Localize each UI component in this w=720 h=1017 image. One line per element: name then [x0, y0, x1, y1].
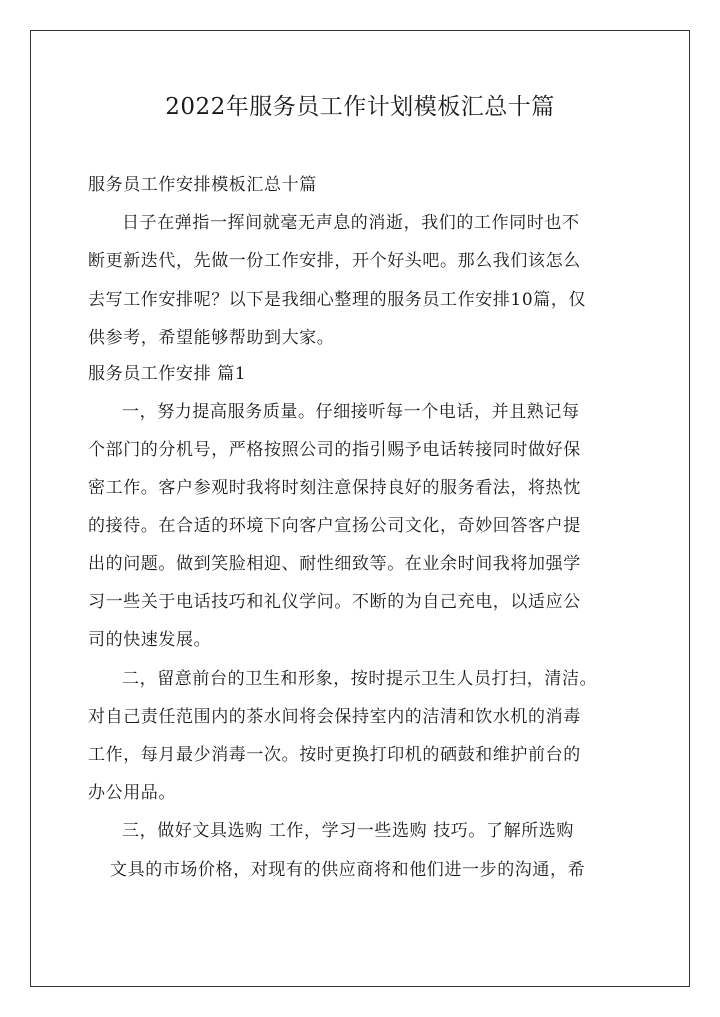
paragraph-line: 二，留意前台的卫生和形象，按时提示卫生人员打扫，清洁。	[122, 669, 598, 689]
document-subtitle: 服务员工作安排模板汇总十篇	[88, 175, 317, 195]
section-heading: 服务员工作安排 篇1	[88, 364, 247, 384]
intro-line: 去写工作安排呢？以下是我细心整理的服务员工作安排10篇，仅	[88, 290, 587, 310]
paragraph-line: 习一些关于电话技巧和礼仪学问。不断的为自己充电，以适应公	[88, 592, 581, 612]
intro-line: 日子在弹指一挥间就毫无声息的消逝，我们的工作同时也不	[122, 213, 580, 233]
paragraph-line: 三，做好文具选购 工作，学习一些选购 技巧。了解所选购	[122, 821, 575, 841]
paragraph-line: 司的快速发展。	[88, 630, 212, 650]
paragraph-line: 密工作。客户参观时我将时刻注意保持良好的服务看法，将热忱	[88, 478, 581, 498]
paragraph-line: 对自己责任范围内的茶水间将会保持室内的洁清和饮水机的消毒	[88, 707, 581, 727]
intro-line: 断更新迭代，先做一份工作安排，开个好头吧。那么我们该怎么	[88, 251, 581, 271]
paragraph-line: 工作，每月最少消毒一次。按时更换打印机的硒鼓和维护前台的	[88, 745, 581, 765]
paragraph-line: 文具的市场价格，对现有的供应商将和他们进一步的沟通，希	[110, 860, 586, 880]
paragraph-line: 办公用品。	[88, 783, 176, 803]
paragraph-line: 出的问题。做到笑脸相迎、耐性细致等。在业余时间我将加强学	[88, 554, 581, 574]
paragraph-line: 一，努力提高服务质量。仔细接听每一个电话，并且熟记每	[122, 402, 580, 422]
document-title: 2022年服务员工作计划模板汇总十篇	[165, 94, 555, 120]
paragraph-line: 个部门的分机号，严格按照公司的指引赐予电话转接同时做好保	[88, 440, 581, 460]
intro-line: 供参考，希望能够帮助到大家。	[88, 328, 335, 348]
paragraph-line: 的接待。在合适的环境下向客户宣扬公司文化，奇妙回答客户提	[88, 516, 581, 536]
